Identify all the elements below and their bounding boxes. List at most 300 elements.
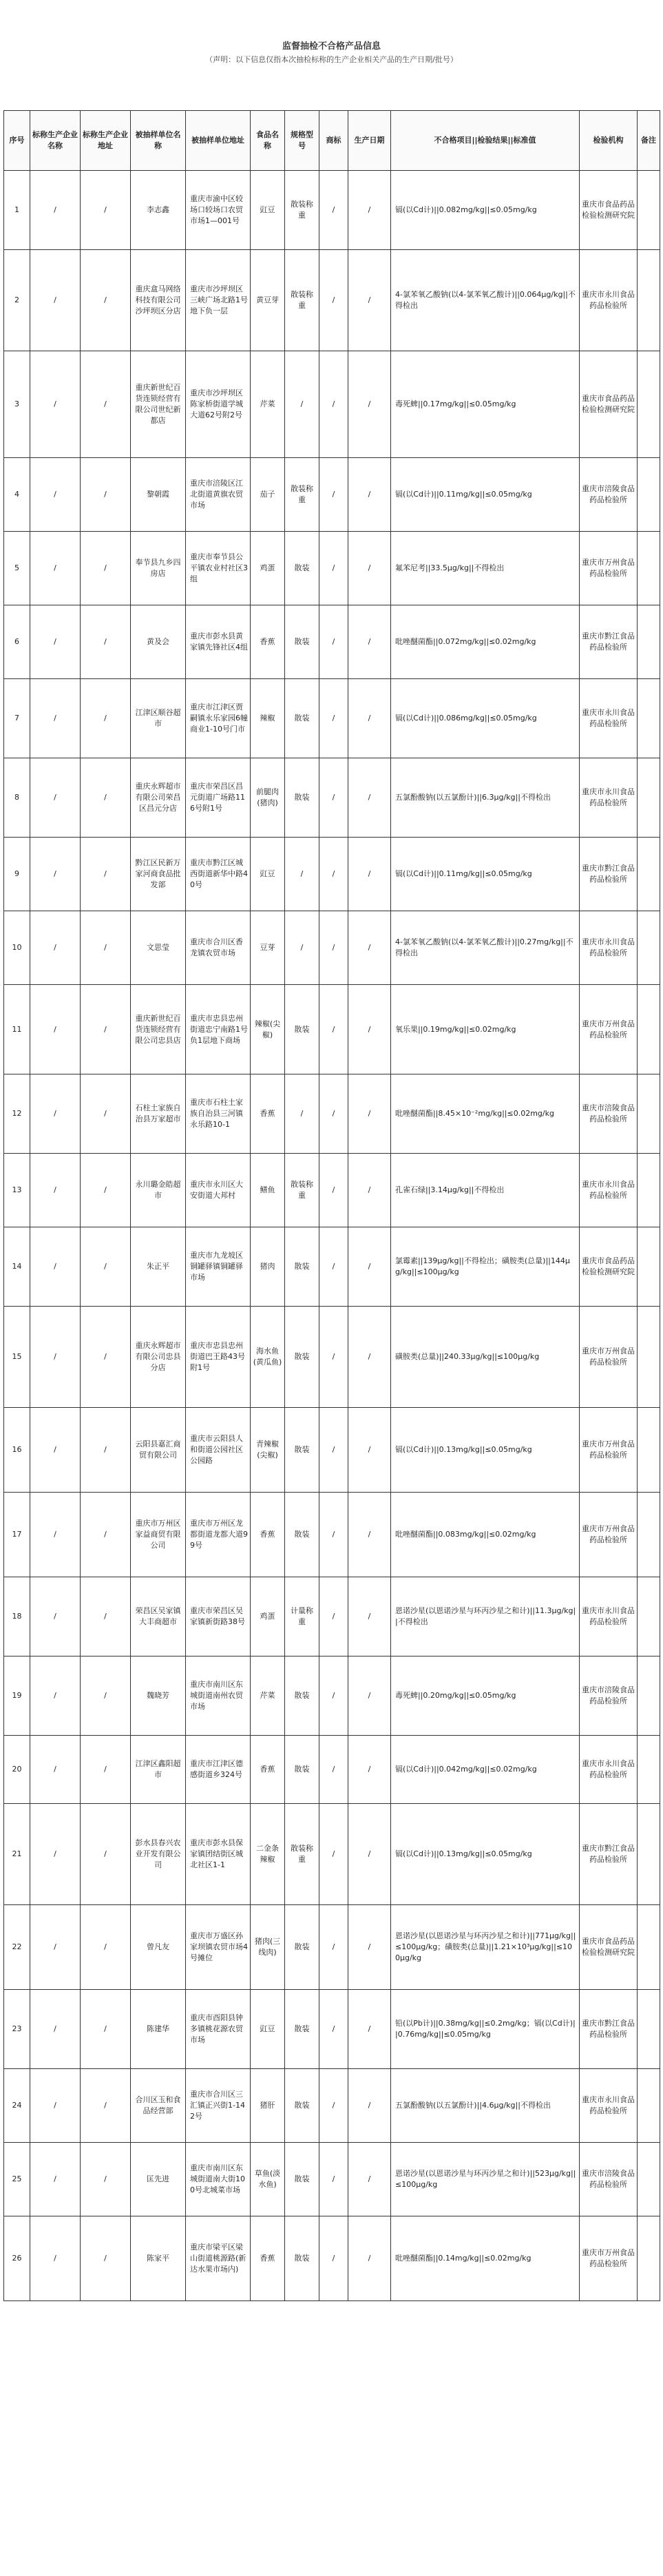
cell-brand: /	[319, 679, 348, 758]
cell-no: 21	[4, 1804, 30, 1905]
cell-addr: /	[81, 2069, 131, 2143]
cell-addr: /	[81, 532, 131, 605]
cell-lab: 重庆市永川食品药品检验所	[580, 758, 638, 838]
cell-mfr: /	[30, 985, 81, 1074]
cell-remark	[638, 1804, 660, 1905]
cell-unit: 魏晓芳	[131, 1656, 186, 1736]
cell-brand: /	[319, 1736, 348, 1804]
cell-unit: 重庆新世纪百货连锁经营有限公司世纪新都店	[131, 351, 186, 458]
table-row	[4, 985, 660, 1074]
cell-mfr: /	[30, 679, 81, 758]
header-cell: 标称生产企业地址	[81, 111, 131, 171]
cell-spec: 散装	[285, 2143, 319, 2216]
cell-unit-addr: 重庆市江津区德感街道乡324号	[186, 1736, 251, 1804]
cell-spec: 散装	[285, 1227, 319, 1307]
cell-food: 香蕉	[251, 1736, 285, 1804]
cell-unit-addr: 重庆市黔江区城西街道新华中路40号	[186, 838, 251, 911]
cell-unit: 黄及会	[131, 605, 186, 679]
cell-brand: /	[319, 2143, 348, 2216]
cell-unit-addr: 重庆市彭水县保家镇团结街区城北社区1-1	[186, 1804, 251, 1905]
table-row	[4, 1307, 660, 1408]
cell-spec: 散装称重	[285, 1154, 319, 1227]
cell-food: 豆芽	[251, 911, 285, 985]
cell-mfr: /	[30, 1990, 81, 2069]
cell-spec: 散装	[285, 758, 319, 838]
cell-no: 2	[4, 250, 30, 351]
cell-food: 猪肝	[251, 2069, 285, 2143]
cell-date: /	[348, 985, 391, 1074]
table-row	[4, 2143, 660, 2216]
cell-item: 氯霉素||139μg/kg||不得检出；磺胺类(总量)||144μg/kg||≤100μg/kg	[391, 1227, 580, 1307]
cell-spec: /	[285, 838, 319, 911]
cell-date: /	[348, 250, 391, 351]
cell-food: 青辣椒(尖椒)	[251, 1408, 285, 1493]
cell-no: 19	[4, 1656, 30, 1736]
cell-lab: 重庆市黔江食品药品检验所	[580, 838, 638, 911]
cell-lab: 重庆市万州食品药品检验所	[580, 2216, 638, 2301]
cell-food: 鸡蛋	[251, 532, 285, 605]
cell-date: /	[348, 1154, 391, 1227]
cell-unit: 李志鑫	[131, 171, 186, 250]
cell-food: 豇豆	[251, 838, 285, 911]
table-row	[4, 458, 660, 532]
cell-mfr: /	[30, 1905, 81, 1990]
cell-brand: /	[319, 1154, 348, 1227]
cell-item: 镉(以Cd计)||0.13mg/kg||≤0.05mg/kg	[391, 1408, 580, 1493]
cell-unit-addr: 重庆市永川区大安街道大邦村	[186, 1154, 251, 1227]
table-row	[4, 758, 660, 838]
header-cell: 不合格项目||检验结果||标准值	[391, 111, 580, 171]
cell-unit-addr: 重庆市万盛区孙家坝镇农贸市场4号摊位	[186, 1905, 251, 1990]
cell-brand: /	[319, 1227, 348, 1307]
cell-spec: 散装	[285, 1408, 319, 1493]
cell-date: /	[348, 1307, 391, 1408]
cell-date: /	[348, 838, 391, 911]
cell-brand: /	[319, 2069, 348, 2143]
cell-date: /	[348, 532, 391, 605]
cell-food: 二金条辣椒	[251, 1804, 285, 1905]
cell-lab: 重庆市食品药品检验检测研究院	[580, 171, 638, 250]
cell-food: 海水鱼(黄瓜鱼)	[251, 1307, 285, 1408]
cell-mfr: /	[30, 1227, 81, 1307]
cell-unit: 荣昌区吴家镇大丰商超市	[131, 1577, 186, 1656]
cell-item: 恩诺沙星(以恩诺沙星与环丙沙星之和计)||771μg/kg||≤100μg/kg；磺胺类(总量)||1.21×10³μg/kg||≤100μg/kg	[391, 1905, 580, 1990]
cell-brand: /	[319, 532, 348, 605]
table-row	[4, 250, 660, 351]
cell-lab: 重庆市永川食品药品检验所	[580, 1154, 638, 1227]
cell-food: 猪肉(三线肉)	[251, 1905, 285, 1990]
cell-date: /	[348, 1990, 391, 2069]
cell-no: 5	[4, 532, 30, 605]
cell-mfr: /	[30, 1154, 81, 1227]
cell-mfr: /	[30, 1656, 81, 1736]
cell-brand: /	[319, 1307, 348, 1408]
cell-no: 15	[4, 1307, 30, 1408]
cell-lab: 重庆市涪陵食品药品检验所	[580, 1074, 638, 1154]
header-cell: 食品名称	[251, 111, 285, 171]
cell-item: 镉(以Cd计)||0.082mg/kg||≤0.05mg/kg	[391, 171, 580, 250]
cell-mfr: /	[30, 351, 81, 458]
cell-addr: /	[81, 1905, 131, 1990]
cell-food: 黄豆芽	[251, 250, 285, 351]
cell-mfr: /	[30, 1307, 81, 1408]
cell-remark	[638, 532, 660, 605]
cell-lab: 重庆市永川食品药品检验所	[580, 1577, 638, 1656]
cell-brand: /	[319, 985, 348, 1074]
cell-brand: /	[319, 1408, 348, 1493]
table-row	[4, 1656, 660, 1736]
cell-item: 4-氯苯氧乙酸钠(以4-氯苯氧乙酸计)||0.27mg/kg||不得检出	[391, 911, 580, 985]
cell-no: 8	[4, 758, 30, 838]
cell-addr: /	[81, 985, 131, 1074]
cell-lab: 重庆市永川食品药品检验所	[580, 1736, 638, 1804]
cell-no: 17	[4, 1493, 30, 1577]
cell-lab: 重庆市万州食品药品检验所	[580, 1307, 638, 1408]
cell-remark	[638, 1656, 660, 1736]
table-row	[4, 838, 660, 911]
cell-remark	[638, 458, 660, 532]
header-cell: 被抽样单位地址	[186, 111, 251, 171]
cell-brand: /	[319, 1804, 348, 1905]
cell-item: 4-氯苯氧乙酸钠(以4-氯苯氧乙酸计)||0.064μg/kg||不得检出	[391, 250, 580, 351]
cell-no: 10	[4, 911, 30, 985]
cell-mfr: /	[30, 171, 81, 250]
cell-remark	[638, 250, 660, 351]
cell-brand: /	[319, 1656, 348, 1736]
cell-food: 豇豆	[251, 171, 285, 250]
cell-remark	[638, 1577, 660, 1656]
cell-mfr: /	[30, 532, 81, 605]
cell-unit-addr: 重庆市沙坪坝区陈家桥街道学城大道62号附2号	[186, 351, 251, 458]
table-row	[4, 605, 660, 679]
cell-item: 孔雀石绿||3.14μg/kg||不得检出	[391, 1154, 580, 1227]
cell-unit: 永川璐金皓超市	[131, 1154, 186, 1227]
cell-unit: 重庆永辉超市有限公司忠县分店	[131, 1307, 186, 1408]
cell-remark	[638, 1154, 660, 1227]
cell-unit: 匡先进	[131, 2143, 186, 2216]
cell-addr: /	[81, 351, 131, 458]
cell-no: 3	[4, 351, 30, 458]
cell-item: 恩诺沙星(以恩诺沙星与环丙沙星之和计)||523μg/kg||≤100μg/kg	[391, 2143, 580, 2216]
cell-addr: /	[81, 1656, 131, 1736]
cell-unit-addr: 重庆市荣昌区吴家镇新街路38号	[186, 1577, 251, 1656]
cell-spec: 计量称重	[285, 1577, 319, 1656]
cell-mfr: /	[30, 1074, 81, 1154]
cell-unit-addr: 重庆市万州区龙都街道龙都大道99号	[186, 1493, 251, 1577]
cell-food: 香蕉	[251, 1074, 285, 1154]
cell-date: /	[348, 2216, 391, 2301]
cell-spec: 散装	[285, 2069, 319, 2143]
cell-item: 五氯酚酸钠(以五氯酚计)||6.3μg/kg||不得检出	[391, 758, 580, 838]
header-cell: 被抽样单位名称	[131, 111, 186, 171]
cell-remark	[638, 1736, 660, 1804]
cell-addr: /	[81, 458, 131, 532]
cell-brand: /	[319, 1577, 348, 1656]
cell-remark	[638, 2069, 660, 2143]
cell-unit: 陈建华	[131, 1990, 186, 2069]
cell-brand: /	[319, 1905, 348, 1990]
cell-spec: /	[285, 351, 319, 458]
cell-spec: 散装	[285, 1656, 319, 1736]
cell-addr: /	[81, 605, 131, 679]
cell-spec: 散装	[285, 1990, 319, 2069]
cell-unit-addr: 重庆市涪陵区江北街道黄旗农贸市场	[186, 458, 251, 532]
cell-no: 7	[4, 679, 30, 758]
cell-no: 4	[4, 458, 30, 532]
cell-food: 香蕉	[251, 605, 285, 679]
cell-item: 吡唑醚菌酯||0.072mg/kg||≤0.02mg/kg	[391, 605, 580, 679]
cell-unit: 重庆市万州区家益商贸有限公司	[131, 1493, 186, 1577]
cell-food: 芹菜	[251, 1656, 285, 1736]
table-row	[4, 1154, 660, 1227]
page-title: 监督抽检不合格产品信息	[282, 41, 381, 52]
cell-lab: 重庆市涪陵食品药品检验所	[580, 1656, 638, 1736]
cell-lab: 重庆市黔江食品药品检验所	[580, 605, 638, 679]
cell-brand: /	[319, 1074, 348, 1154]
cell-lab: 重庆市涪陵食品药品检验所	[580, 458, 638, 532]
cell-date: /	[348, 1227, 391, 1307]
cell-unit-addr: 重庆市忠县忠州街道巴王路43号附1号	[186, 1307, 251, 1408]
cell-item: 氧乐果||0.19mg/kg||≤0.02mg/kg	[391, 985, 580, 1074]
cell-addr: /	[81, 2143, 131, 2216]
table-row	[4, 1493, 660, 1577]
table-row	[4, 1227, 660, 1307]
table-header-row	[4, 111, 660, 171]
cell-lab: 重庆市黔江食品药品检验所	[580, 1990, 638, 2069]
cell-food: 猪肉	[251, 1227, 285, 1307]
cell-lab: 重庆市涪陵食品药品检验所	[580, 2143, 638, 2216]
cell-unit-addr: 重庆市九龙坡区铜罐驿镇铜罐驿市场	[186, 1227, 251, 1307]
cell-item: 镉(以Cd计)||0.13mg/kg||≤0.05mg/kg	[391, 1804, 580, 1905]
cell-unit: 文思莹	[131, 911, 186, 985]
cell-unit-addr: 重庆市合川区三汇镇正兴街1-142号	[186, 2069, 251, 2143]
cell-unit: 黔江区民新万家河商食品批发部	[131, 838, 186, 911]
cell-unit-addr: 重庆市石柱土家族自治县三河镇永乐路10-1	[186, 1074, 251, 1154]
cell-unit: 朱正平	[131, 1227, 186, 1307]
cell-brand: /	[319, 758, 348, 838]
cell-no: 20	[4, 1736, 30, 1804]
cell-unit: 江津区鑫阳超市	[131, 1736, 186, 1804]
cell-mfr: /	[30, 838, 81, 911]
cell-date: /	[348, 679, 391, 758]
cell-item: 镉(以Cd计)||0.11mg/kg||≤0.05mg/kg	[391, 838, 580, 911]
cell-unit: 曾凡友	[131, 1905, 186, 1990]
cell-addr: /	[81, 1408, 131, 1493]
cell-lab: 重庆市永川食品药品检验所	[580, 911, 638, 985]
cell-item: 毒死蜱||0.20mg/kg||≤0.05mg/kg	[391, 1656, 580, 1736]
cell-lab: 重庆市永川食品药品检验所	[580, 250, 638, 351]
cell-unit: 重庆盒马网络科技有限公司沙坪坝区分店	[131, 250, 186, 351]
cell-item: 镉(以Cd计)||0.042mg/kg||≤0.02mg/kg	[391, 1736, 580, 1804]
cell-lab: 重庆市万州食品药品检验所	[580, 532, 638, 605]
header-cell: 序号	[4, 111, 30, 171]
cell-brand: /	[319, 2216, 348, 2301]
cell-unit-addr: 重庆市忠县忠州街道忠宁南路1号负1层地下商场	[186, 985, 251, 1074]
cell-brand: /	[319, 838, 348, 911]
cell-brand: /	[319, 458, 348, 532]
cell-date: /	[348, 2069, 391, 2143]
page-note: （声明：以下信息仅指本次抽检标称的生产企业相关产品的生产日期/批号）	[205, 55, 458, 64]
cell-lab: 重庆市万州食品药品检验所	[580, 985, 638, 1074]
cell-unit-addr: 重庆市合川区香龙镇农贸市场	[186, 911, 251, 985]
cell-lab: 重庆市食品药品检验检测研究院	[580, 1905, 638, 1990]
cell-brand: /	[319, 1990, 348, 2069]
cell-mfr: /	[30, 2069, 81, 2143]
cell-remark	[638, 838, 660, 911]
cell-addr: /	[81, 1736, 131, 1804]
cell-unit: 江津区顺谷超市	[131, 679, 186, 758]
cell-mfr: /	[30, 2216, 81, 2301]
cell-date: /	[348, 911, 391, 985]
cell-addr: /	[81, 838, 131, 911]
cell-date: /	[348, 171, 391, 250]
header-cell: 规格型号	[285, 111, 319, 171]
cell-no: 16	[4, 1408, 30, 1493]
cell-spec: 散装称重	[285, 458, 319, 532]
cell-remark	[638, 1074, 660, 1154]
cell-addr: /	[81, 679, 131, 758]
cell-spec: 散装称重	[285, 171, 319, 250]
cell-remark	[638, 2216, 660, 2301]
cell-mfr: /	[30, 1804, 81, 1905]
cell-item: 毒死蜱||0.17mg/kg||≤0.05mg/kg	[391, 351, 580, 458]
results-table	[3, 110, 660, 2301]
cell-mfr: /	[30, 605, 81, 679]
cell-unit: 陈家平	[131, 2216, 186, 2301]
cell-unit: 合川区玉和食品经营部	[131, 2069, 186, 2143]
cell-remark	[638, 679, 660, 758]
table-row	[4, 1408, 660, 1493]
cell-spec: 散装称重	[285, 250, 319, 351]
cell-addr: /	[81, 2216, 131, 2301]
cell-remark	[638, 1307, 660, 1408]
table-row	[4, 1905, 660, 1990]
cell-brand: /	[319, 605, 348, 679]
cell-addr: /	[81, 1577, 131, 1656]
cell-mfr: /	[30, 458, 81, 532]
cell-unit-addr: 重庆市梁平区梁山街道桃源路(新达水果市场内)	[186, 2216, 251, 2301]
cell-brand: /	[319, 171, 348, 250]
table-row	[4, 532, 660, 605]
cell-date: /	[348, 1408, 391, 1493]
cell-addr: /	[81, 1227, 131, 1307]
cell-date: /	[348, 1493, 391, 1577]
cell-addr: /	[81, 171, 131, 250]
cell-spec: 散装	[285, 532, 319, 605]
header-cell: 标称生产企业名称	[30, 111, 81, 171]
cell-mfr: /	[30, 1736, 81, 1804]
cell-spec: 散装称重	[285, 1804, 319, 1905]
cell-date: /	[348, 1736, 391, 1804]
table-row	[4, 2216, 660, 2301]
cell-lab: 重庆市万州食品药品检验所	[580, 1493, 638, 1577]
cell-food: 香蕉	[251, 1493, 285, 1577]
header-cell: 商标	[319, 111, 348, 171]
cell-remark	[638, 351, 660, 458]
cell-unit-addr: 重庆市云阳县人和街道公园社区公园路	[186, 1408, 251, 1493]
cell-item: 吡唑醚菌酯||0.14mg/kg||≤0.02mg/kg	[391, 2216, 580, 2301]
cell-addr: /	[81, 1074, 131, 1154]
header-cell: 生产日期	[348, 111, 391, 171]
cell-date: /	[348, 758, 391, 838]
cell-food: 豇豆	[251, 1990, 285, 2069]
cell-no: 25	[4, 2143, 30, 2216]
cell-food: 辣椒(尖椒)	[251, 985, 285, 1074]
cell-mfr: /	[30, 250, 81, 351]
cell-unit-addr: 重庆市沙坪坝区三峡广场北路1号地下负一层	[186, 250, 251, 351]
cell-addr: /	[81, 911, 131, 985]
cell-unit-addr: 重庆市渝中区较场口较场口农贸市场1—001号	[186, 171, 251, 250]
cell-no: 24	[4, 2069, 30, 2143]
cell-unit: 彭水县春兴农业开发有限公司	[131, 1804, 186, 1905]
cell-addr: /	[81, 1804, 131, 1905]
table-row	[4, 1804, 660, 1905]
cell-item: 铅(以Pb计)||0.38mg/kg||≤0.2mg/kg；镉(以Cd计)||0.76mg/kg||≤0.05mg/kg	[391, 1990, 580, 2069]
cell-spec: 散装	[285, 1905, 319, 1990]
cell-date: /	[348, 2143, 391, 2216]
cell-mfr: /	[30, 2143, 81, 2216]
cell-food: 辣椒	[251, 679, 285, 758]
cell-brand: /	[319, 1493, 348, 1577]
cell-unit-addr: 重庆市南川区东城街道南大街100号北城菜市场	[186, 2143, 251, 2216]
cell-unit-addr: 重庆市彭水县黄家镇先锋社区4组	[186, 605, 251, 679]
cell-no: 14	[4, 1227, 30, 1307]
cell-unit-addr: 重庆市南川区东城街道南州农贸市场	[186, 1656, 251, 1736]
cell-item: 磺胺类(总量)||240.33μg/kg||≤100μg/kg	[391, 1307, 580, 1408]
cell-item: 恩诺沙星(以恩诺沙星与环丙沙星之和计)||11.3μg/kg||不得检出	[391, 1577, 580, 1656]
cell-no: 18	[4, 1577, 30, 1656]
cell-unit-addr: 重庆市酉阳县钟多镇桃花源农贸市场	[186, 1990, 251, 2069]
cell-lab: 重庆市万州食品药品检验所	[580, 1408, 638, 1493]
cell-unit: 重庆新世纪百货连锁经营有限公司忠县店	[131, 985, 186, 1074]
cell-no: 22	[4, 1905, 30, 1990]
cell-remark	[638, 1408, 660, 1493]
cell-lab: 重庆市永川食品药品检验所	[580, 2069, 638, 2143]
cell-unit-addr: 重庆市奉节县公平镇农业村社区3组	[186, 532, 251, 605]
cell-remark	[638, 985, 660, 1074]
table-row	[4, 1736, 660, 1804]
table-row	[4, 2069, 660, 2143]
cell-food: 鳝鱼	[251, 1154, 285, 1227]
cell-date: /	[348, 1074, 391, 1154]
cell-remark	[638, 1227, 660, 1307]
cell-remark	[638, 758, 660, 838]
cell-no: 13	[4, 1154, 30, 1227]
cell-remark	[638, 1990, 660, 2069]
cell-remark	[638, 1493, 660, 1577]
cell-spec: 散装	[285, 605, 319, 679]
cell-lab: 重庆市黔江食品药品检验所	[580, 1804, 638, 1905]
cell-mfr: /	[30, 1493, 81, 1577]
table-row	[4, 1577, 660, 1656]
cell-item: 镉(以Cd计)||0.086mg/kg||≤0.05mg/kg	[391, 679, 580, 758]
cell-mfr: /	[30, 758, 81, 838]
cell-lab: 重庆市永川食品药品检验所	[580, 679, 638, 758]
cell-addr: /	[81, 250, 131, 351]
cell-food: 芹菜	[251, 351, 285, 458]
cell-spec: 散装	[285, 1493, 319, 1577]
header-cell: 备注	[638, 111, 660, 171]
cell-remark	[638, 1905, 660, 1990]
cell-no: 9	[4, 838, 30, 911]
cell-item: 五氯酚酸钠(以五氯酚计)||4.6μg/kg||不得检出	[391, 2069, 580, 2143]
cell-food: 前腿肉(猪肉)	[251, 758, 285, 838]
cell-remark	[638, 605, 660, 679]
cell-unit: 云阳县嘉汇商贸有限公司	[131, 1408, 186, 1493]
cell-unit: 重庆永辉超市有限公司荣昌区昌元分店	[131, 758, 186, 838]
cell-brand: /	[319, 351, 348, 458]
table-row	[4, 171, 660, 250]
